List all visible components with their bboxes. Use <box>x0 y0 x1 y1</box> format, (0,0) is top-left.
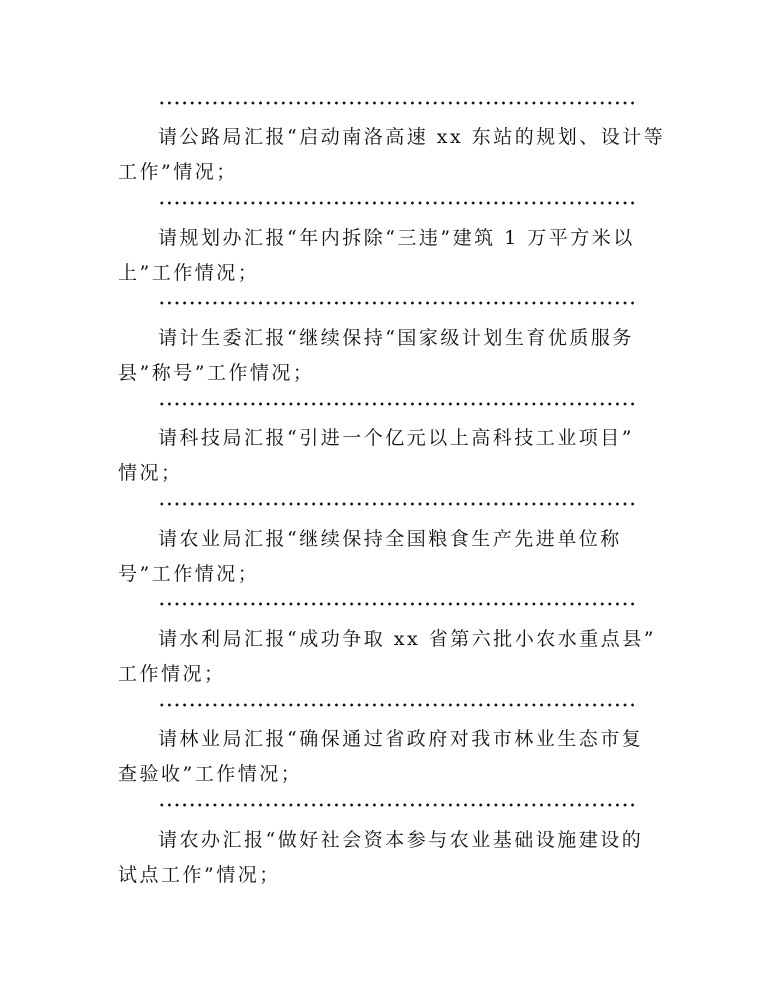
item-4-line-2: 情况； <box>118 462 183 484</box>
separator-dots <box>158 502 634 506</box>
separator-dots <box>158 803 634 807</box>
separator-dots <box>158 101 634 105</box>
item-8-line-1: 请农办汇报“做好社会资本参与农业基础设施建设的 <box>158 829 644 851</box>
item-5-line-2: 号”工作情况； <box>118 563 260 585</box>
separator-dots <box>158 301 634 305</box>
item-4-line-1: 请科技局汇报“引进一个亿元以上高科技工业项目” <box>158 427 634 449</box>
separator-dots <box>158 703 634 707</box>
separator-dots <box>158 201 634 205</box>
item-8-line-2: 试点工作”情况； <box>118 864 281 886</box>
separator-dots <box>158 402 634 406</box>
item-7-line-1: 请林业局汇报“确保通过省政府对我市林业生态市复 <box>158 728 644 750</box>
item-6-line-1: 请水利局汇报“成功争取 xx 省第六批小农水重点县” <box>158 628 656 650</box>
item-3-line-1: 请计生委汇报“继续保持“国家级计划生育优质服务 <box>158 327 634 349</box>
item-2-line-2: 上”工作情况； <box>118 262 260 284</box>
item-3-line-2: 县”称号”工作情况； <box>118 362 315 384</box>
item-6-line-2: 工作情况； <box>118 663 226 685</box>
item-5-line-1: 请农业局汇报“继续保持全国粮食生产先进单位称 <box>158 528 622 550</box>
separator-dots <box>158 602 634 606</box>
item-1-line-2: 工作”情况； <box>118 161 238 183</box>
item-1-line-1: 请公路局汇报“启动南洛高速 xx 东站的规划、设计等 <box>158 126 666 148</box>
item-2-line-1: 请规划办汇报“年内拆除“三违”建筑 1 万平方米以 <box>158 227 635 249</box>
item-7-line-2: 查验收”工作情况； <box>118 763 303 785</box>
